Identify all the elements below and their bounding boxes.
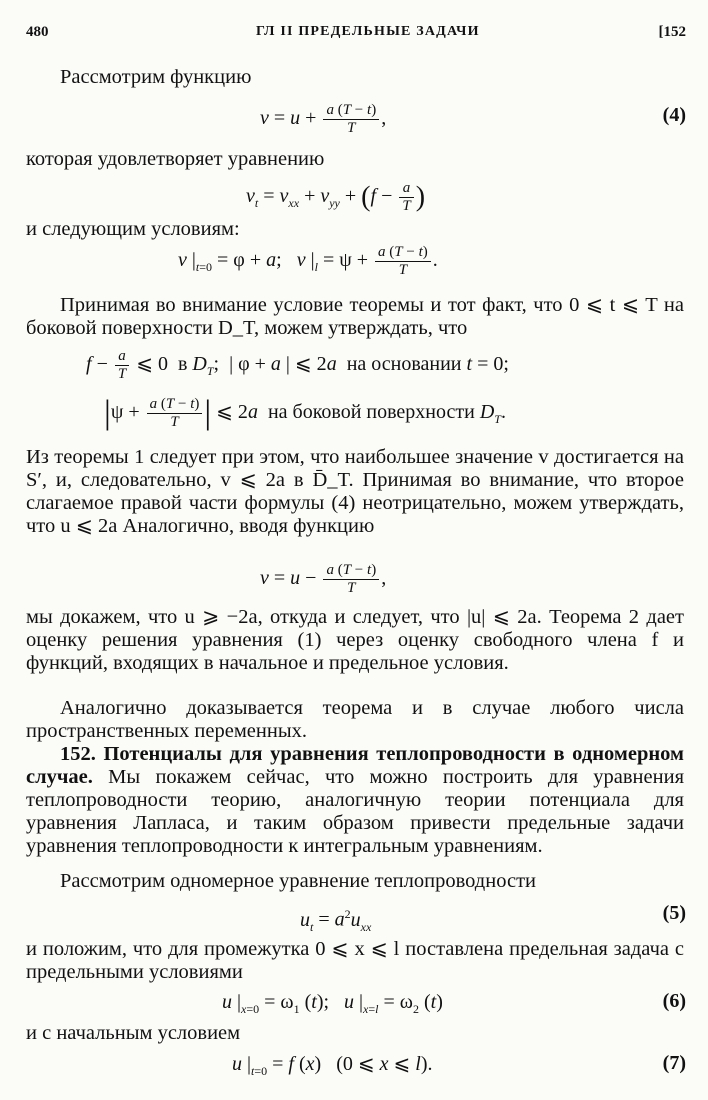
equation-4: v = u + $\frac{a (T - t)}{T}$ ,	[260, 102, 387, 136]
paragraph-2: которая удовлетворяет уравнению	[26, 148, 325, 170]
equation-5: $u_t = a^2u_{xx}$	[300, 907, 372, 934]
paragraph-4: Принимая во внимание условие теоремы и тот факт, что 0 ⩽ t ⩽ T на боковой поверхности D_T, можем утверждать, что	[26, 294, 684, 339]
paragraph-3: и следующим условиям:	[26, 218, 240, 240]
equation-6-number: (6)	[662, 990, 686, 1012]
paragraph-10: и с начальным условием	[26, 1022, 241, 1044]
paragraph-7: Аналогично доказывается теорема и в случае любого числа пространственных переменных.	[26, 697, 684, 742]
equation-4-number: (4)	[662, 104, 686, 126]
equation-7: u $|_{t=0} = f$ (x) (0 ⩽ x ⩽ l).	[232, 1053, 433, 1078]
paragraph-9: и положим, что для промежутка 0 ⩽ x ⩽ l поставлена предельная задача с предельными условиями	[26, 938, 684, 983]
equation-5-number: (5)	[662, 902, 686, 924]
paragraph-5: Из теоремы 1 следует при этом, что наибольшее значение v достигается на S′, и, следовательно, v ⩽ 2a в D̄_T. Принимая во внимание, что второе слагаемое правой части формулы (4) неотрицательно, можем утверждать, что u ⩽ 2a Аналогично, вводя функцию	[26, 446, 684, 537]
page-number: 480	[26, 24, 49, 40]
equation-conditions: v $|_{t=0} = \varphi + a$; v $|_l = \psi$ + $\frac{a (T - t)}{T}$ .	[178, 244, 438, 278]
paragraph-1: Рассмотрим функцию	[60, 66, 252, 88]
inequality-2: |ψ + $\frac{a (T - t)}{T}$ | ⩽ 2a на боковой поверхности $D_T$.	[104, 394, 506, 432]
section-marker: [152	[658, 24, 686, 40]
paragraph-6: мы докажем, что u ⩾ −2a, откуда и следует, что |u| ⩽ 2a. Теорема 2 дает оценку решения уравнения (1) через оценку свободного члена f и функций, входящих в начальное и предельное условия.	[26, 606, 684, 674]
inequality-1: f − $\frac{a}{T}$ ⩽ 0 в $D_T$; | φ + a | ⩽ 2a на основании t = 0;	[86, 348, 509, 382]
equation-heat-v: $v_t = v_{xx} + v_{yy} + (f$ − $\frac{a}{T}$ )	[246, 180, 426, 214]
equation-v-minus: v = u − $\frac{a (T - t)}{T}$ ,	[260, 562, 387, 596]
section-152-text: Мы покажем сейчас, что можно построить для уравнения теплопроводности теорию, аналогичную теории потенциала для уравнения Лапласа, и таким образом привести предельные задачи уравнения теплопроводности к интегральным уравнениям.	[26, 766, 685, 857]
section-152	[26, 743, 684, 858]
equation-7-number: (7)	[662, 1052, 686, 1074]
running-title: ГЛ II ПРЕДЕЛЬНЫЕ ЗАДАЧИ	[256, 24, 480, 39]
page-header	[26, 24, 686, 46]
section-152-title: 152. Потенциалы для уравнения теплопроводности в одномерном случае.	[26, 743, 684, 788]
equation-6: u $|_{x=0} = \omega_1$ (t); u $|_{x=l} = \omega_2$ (t)	[222, 991, 443, 1016]
paragraph-8: Рассмотрим одномерное уравнение теплопроводности	[60, 870, 536, 892]
